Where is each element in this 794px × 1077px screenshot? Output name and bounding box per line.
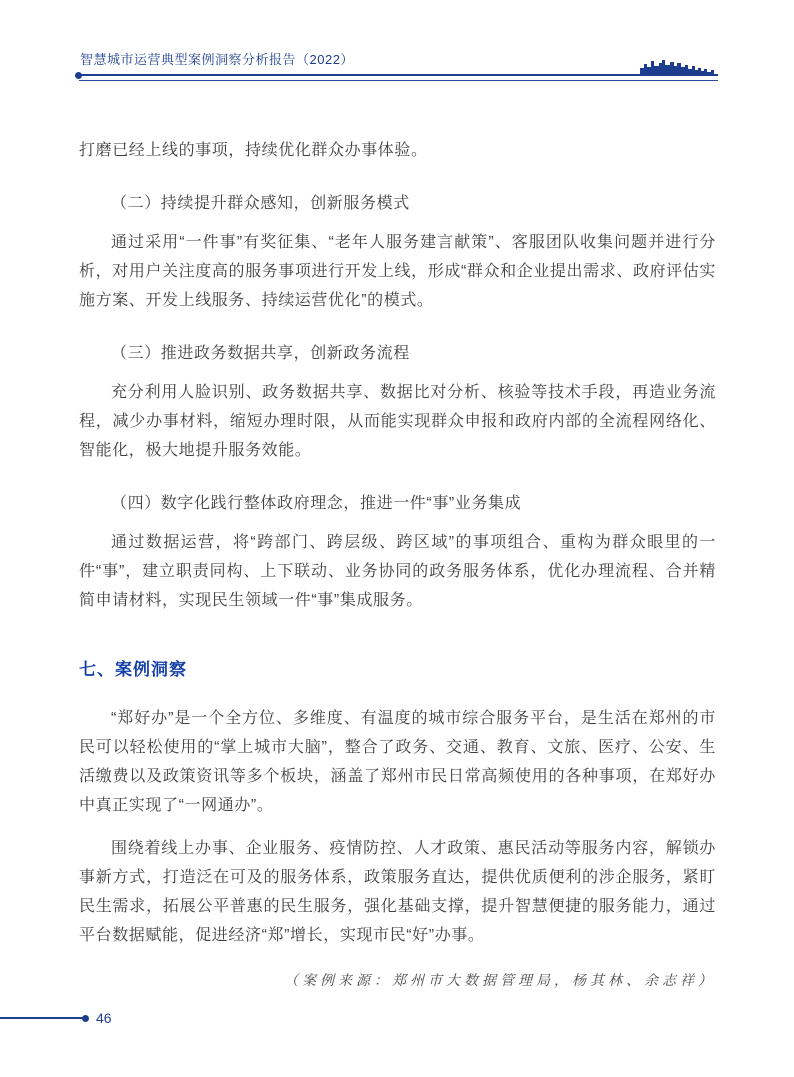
document-body xyxy=(79,136,716,992)
section-paragraph: 围绕着线上办事、企业服务、疫情防控、人才政策、惠民活动等服务内容，解锁办事新方式，打造泛在可及的服务体系，政策服务直达，提供优质便利的涉企服务，紧盯民生需求，拓展公平普惠的民生服务，强化基础支撑，提升智慧便捷的服务能力，通过平台数据赋能，促进经济“郑”增长，实现市民“好”办事。 xyxy=(79,840,716,944)
subsection-2 xyxy=(79,189,716,315)
subsection-3 xyxy=(79,339,716,465)
intro-paragraph: 打磨已经上线的事项，持续优化群众办事体验。 xyxy=(79,142,428,159)
footer-rule xyxy=(0,1017,85,1019)
subsection-paragraph: 充分利用人脸识别、政务数据共享、数据比对分析、核验等技术手段，再造业务流程，减少办事材料，缩短办理时限，从而能实现群众申报和政府内部的全流程网络化、智能化，极大地提升服务效能。 xyxy=(79,384,716,459)
subsection-heading: （四）数字化践行整体政府理念，推进一件“事”业务集成 xyxy=(111,495,522,512)
header-rule xyxy=(79,74,718,81)
section-paragraph: “郑好办”是一个全方位、多维度、有温度的城市综合服务平台，是生活在郑州的市民可以轻松使用的“掌上城市大脑”，整合了政务、交通、教育、文旅、医疗、公安、生活缴费以及政策资讯等多个板块，涵盖了郑州市民日常高频使用的各种事项，在郑好办中真正实现了“一网通办”。 xyxy=(79,710,716,814)
section-heading-case-insight: 七、案例洞察 xyxy=(79,660,187,679)
subsection-heading: （三）推进政务数据共享，创新政务流程 xyxy=(111,345,410,362)
subsection-4 xyxy=(79,489,716,615)
page-number: 46 xyxy=(96,1010,112,1026)
city-skyline-icon xyxy=(640,57,718,75)
footer-dot xyxy=(82,1015,89,1022)
source-note: （案例来源：郑州市大数据管理局，杨其林、余志祥） xyxy=(284,974,716,989)
subsection-paragraph: 通过采用“一件事”有奖征集、“老年人服务建言献策”、客服团队收集问题并进行分析，对用户关注度高的服务事项进行开发上线，形成“群众和企业提出需求、政府评估实施方案、开发上线服务、持续运营优化”的模式。 xyxy=(79,234,716,309)
subsection-heading: （二）持续提升群众感知，创新服务模式 xyxy=(111,195,410,212)
header-title: 智慧城市运营典型案例洞察分析报告（2022） xyxy=(80,52,354,67)
subsection-paragraph: 通过数据运营，将“跨部门、跨层级、跨区域”的事项组合、重构为群众眼里的一件“事”，建立职责同构、上下联动、业务协同的政务服务体系，优化办理流程、合并精简申请材料，实现民生领域一件“事”集成服务。 xyxy=(79,534,716,609)
